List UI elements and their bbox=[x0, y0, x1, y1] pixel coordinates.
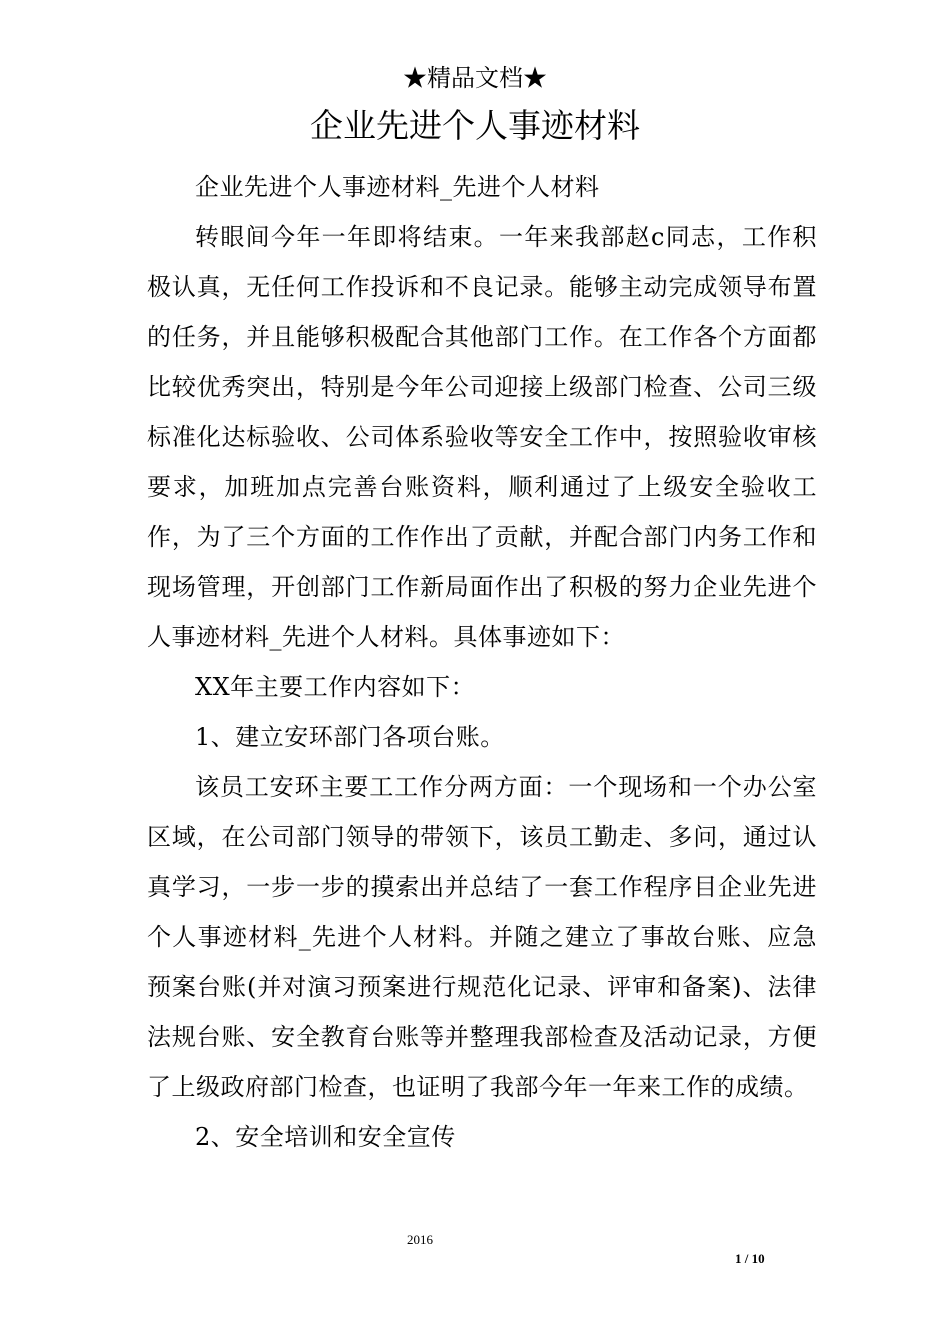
item-heading-1: 1、建立安环部门各项台账。 bbox=[195, 723, 505, 751]
document-title: 企业先进个人事迹材料 bbox=[310, 106, 640, 145]
body-paragraph-item-1: 该员工安环主要工工作分两方面：一个现场和一个办公室区域，在公司部门领导的带领下，该员工勤走、多问，通过认真学习，一步一步的摸索出并总结了一套工作程序目企业先进个人事迹材料_先进个人材料。并随之建立了事故台账、应急预案台账(并对演习预案进行规范化记录、评审和备案)、法律法规台账、安全教育台账等并整理我部检查及活动记录，方便了上级政府部门检查，也证明了我部今年一年来工作的成绩。 bbox=[147, 773, 817, 1101]
footer-year: 2016 bbox=[407, 1232, 433, 1247]
page-number: 1 / 10 bbox=[735, 1251, 765, 1266]
section-heading-main-work: XX年主要工作内容如下： bbox=[195, 673, 476, 701]
document-body bbox=[147, 162, 817, 1162]
subtitle-paragraph: 企业先进个人事迹材料_先进个人材料 bbox=[195, 173, 600, 201]
item-heading-2: 2、安全培训和安全宣传 bbox=[195, 1123, 456, 1151]
body-paragraph-intro: 转眼间今年一年即将结束。一年来我部赵c同志，工作积极认真，无任何工作投诉和不良记录。能够主动完成领导布置的任务，并且能够积极配合其他部门工作。在工作各个方面都比较优秀突出，特别是今年公司迎接上级部门检查、公司三级标准化达标验收、公司体系验收等安全工作中，按照验收审核要求，加班加点完善台账资料，顺利通过了上级安全验收工作，为了三个方面的工作作出了贡献，并配合部门内务工作和现场管理，开创部门工作新局面作出了积极的努力企业先进个人事迹材料_先进个人材料。具体事迹如下： bbox=[147, 223, 817, 651]
document-header-label: ★精品文档★ bbox=[403, 64, 547, 92]
